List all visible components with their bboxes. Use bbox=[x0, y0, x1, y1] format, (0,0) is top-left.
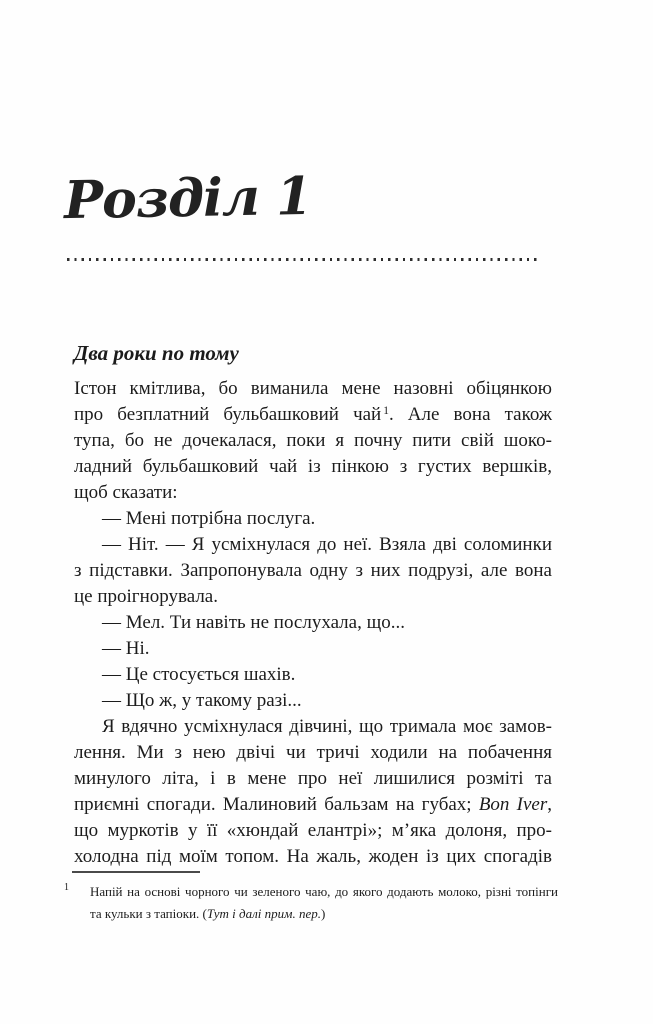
body-line: це проігнорувала. bbox=[74, 586, 218, 607]
footnote-marker: 1 bbox=[64, 882, 69, 893]
body-line: — Що ж, у такому разі... bbox=[102, 690, 302, 711]
body-line: — Ні. bbox=[102, 638, 150, 659]
body-line: холодна під моїм топом. На жаль, жоден із цих спогадів bbox=[74, 846, 552, 867]
body-line: ладний бульбашковий чай із пінкою з густих вершків, bbox=[74, 456, 552, 477]
footnote-text bbox=[90, 881, 558, 925]
body-line: — Це стосується шахів. bbox=[102, 664, 296, 685]
body-line: з підставки. Запропонувала одну з них подрузі, але вона bbox=[74, 560, 552, 581]
body-line: про безплатний бульбашковий чай $^1$. Але вона також bbox=[74, 404, 553, 425]
chapter-title: Розділ 1 bbox=[63, 165, 312, 232]
body-line: що муркотів у її «хюндай елантрі»; м’яка долоня, про- bbox=[74, 820, 552, 841]
body-line: приємні спогади. Малиновий бальзам на губах; Bon Iver, bbox=[74, 794, 552, 815]
body-line: — Мел. Ти навіть не послухала, що... bbox=[102, 612, 405, 633]
footnote-divider bbox=[72, 871, 200, 873]
body-line: Я вдячно усміхнулася дівчині, що тримала моє замов- bbox=[102, 716, 552, 737]
body-text bbox=[74, 376, 552, 870]
body-line: — Мені потрібна послуга. bbox=[102, 508, 316, 529]
footnote-line: Напій на основі чорного чи зеленого чаю, до якого додають молоко, різні топінги bbox=[90, 884, 558, 899]
body-line: Істон кмітлива, бо виманила мене назовні обіцянкою bbox=[74, 378, 552, 399]
body-line: лення. Ми з нею двічі чи тричі ходили на побачення bbox=[74, 742, 552, 763]
body-line: — Ніт. — Я усміхнулася до неї. Взяла дві соломинки bbox=[102, 534, 552, 555]
dotted-divider bbox=[67, 258, 537, 261]
body-line: тупа, бо не дочекалася, поки я почну пити свій шоко- bbox=[74, 430, 552, 451]
footnote-line: та кульки з тапіоки. (Тут і далі прим. пер.) bbox=[90, 906, 326, 921]
body-line: минулого літа, і в мене про неї лишилися розміті та bbox=[74, 768, 552, 789]
body-line: щоб сказати: bbox=[74, 482, 178, 503]
section-subtitle: Два роки по тому bbox=[74, 341, 239, 365]
